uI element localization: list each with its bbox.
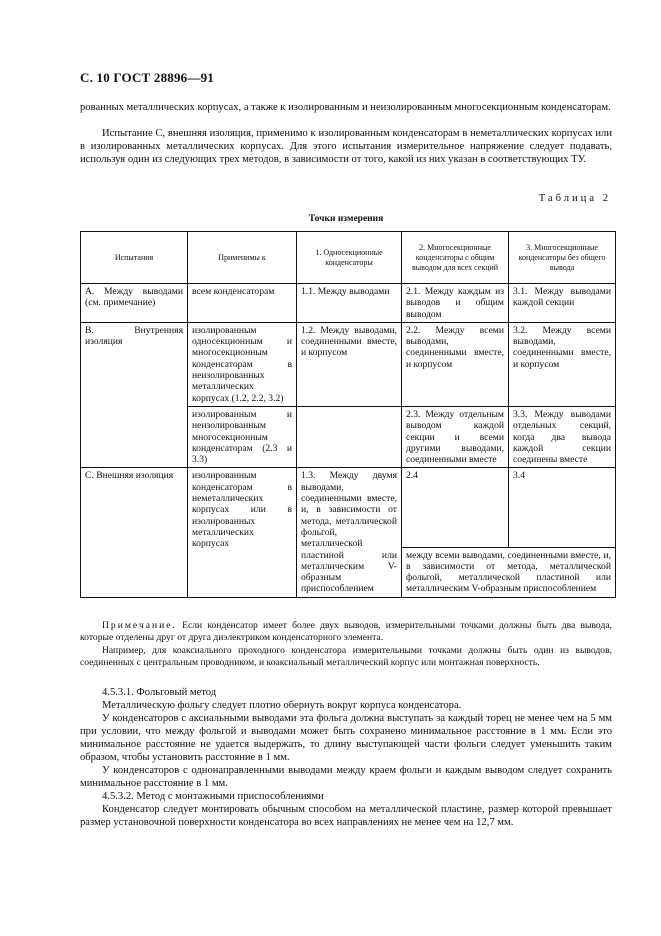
section-paragraph: У конденсаторов с аксиальными выводами эта фольга должна выступать за каждый торец не менее чем на 5 мм при условии, что между фольгой и выводами может быть сохранено минимальное расстояние в 1 мм. Если это минимальное расстояние не удается выдержать, то длину выступающей части фольги следует уменьшить таким образом, чтобы установить расстояние в 1 мм.: [80, 713, 612, 763]
table-cell: 3.3. Между выводами отдельных секций, когда два вывода каждой секции соединены вместе: [509, 406, 616, 467]
table-row: [81, 284, 616, 323]
table-cell: 2.4: [402, 468, 509, 547]
table-cell: 2.3. Между отдельным выводом каждой секции и всеми другими выводами, соединенными вместе: [402, 406, 509, 467]
table-cell: изолированным конденсаторам в неметаллических корпусах или в изолированных металлических корпусах: [188, 468, 297, 597]
section-heading-4532: 4.5.3.2. Метод с монтажными приспособлениями: [102, 791, 324, 802]
table-cell: 2.2. Между всеми выводами, соединенными вместе, и корпусом: [402, 322, 509, 406]
table-cell: 3.2. Между всеми выводами, соединенными вместе, и корпусом: [509, 322, 616, 406]
table-note-2: Например, для коаксиального проходного конденсатора измерительными точками должны быть один из выводов, соединенных с центральным проводником, и коаксиальный металлический корпус или монтажная поверхность.: [80, 645, 612, 668]
note-text: Если конденсатор имеет более двух выводов, измерительными точками должны быть два вывода, которые отделены друг от друга диэлектриком конденсаторного элемента.: [80, 620, 612, 643]
section-paragraph: Металлическую фольгу следует плотно обернуть вокруг корпуса конденсатора.: [102, 700, 462, 711]
header-cell: Испытания: [81, 232, 188, 284]
table-cell: изолированным односекционным и многосекционным конденсаторам в неизолированных металлических корпусах (1.2, 2.2, 3.2): [188, 322, 297, 406]
table-header-row: [81, 232, 616, 284]
table-note-1: [80, 620, 612, 644]
table-cell: 1.3. Между двумя выводами, соединенными вместе, и, в зависимости от метода, металлической фольгой, металлической пластиной или металлическим V-образным приспособлением: [297, 468, 402, 597]
table-title: Точки измерения: [308, 214, 384, 224]
section-paragraph: Конденсатор следует монтировать обычным способом на металлической пластине, размер которой превышает размер установочной поверхности конденсатора во всех направлениях не менее чем на 12,7 мм.: [80, 804, 612, 828]
table-cell: всем конденсаторам: [188, 284, 297, 323]
table-cell-empty: [297, 406, 402, 467]
table-row: [81, 468, 616, 547]
table-cell-merged: между всеми выводами, соединенными вместе, и, в зависимости от метода, металлической фольгой, металлической пластиной или металлическим V-образным приспособлением: [402, 547, 616, 597]
section-paragraph: У конденсаторов с однонаправленными выводами между краем фольги и каждым выводом следует сохранить минимальное расстояние в 1 мм.: [80, 765, 612, 789]
intro-paragraph-2: Испытание С, внешняя изоляция, применимо к изолированным конденсаторам в неметаллических корпусах или в изолированных металлических корпусах. Для этого испытания измерительное напряжение следует подавать, используя один из следующих трех методов, в зависимости от того, какой из них указан в соответствующих ТУ.: [80, 128, 612, 165]
table-row: [81, 322, 616, 406]
table-cell: А. Между выводами (см. примечание): [81, 284, 188, 323]
header-cell: 1. Односекционные конденсаторы: [297, 232, 402, 284]
intro-paragraph-1: рованных металлических корпусах, а также к изолированным и неизолированным многосекционным конденсаторам.: [80, 102, 611, 113]
table-cell: С. Внешняя изоляция: [81, 468, 188, 597]
header-cell: 3. Многосекционные конденсаторы без общего вывода: [509, 232, 616, 284]
table-cell: 3.4: [509, 468, 616, 547]
table-caption: Таблица 2: [538, 193, 611, 204]
note-label: Примечание.: [102, 620, 177, 631]
table-cell: В. Внутренняя изоляция: [81, 322, 188, 468]
page-header: С. 10 ГОСТ 28896—91: [80, 70, 214, 85]
table-cell: 1.1. Между выводами: [297, 284, 402, 323]
header-cell: 2. Многосекционные конденсаторы с общим выводом для всех секций: [402, 232, 509, 284]
measurement-table: [80, 231, 616, 598]
header-cell: Применимы к: [188, 232, 297, 284]
section-heading-4531: 4.5.3.1. Фольговый метод: [102, 687, 217, 698]
table-cell: 1.2. Между выводами, соединенными вместе, и корпусом: [297, 322, 402, 406]
table-cell: 2.1. Между каждым из выводов и общим выводом: [402, 284, 509, 323]
table-cell: изолированным и неизолированным многосекционным конденсаторам (2.3 и 3.3): [188, 406, 297, 467]
table-cell: 3.1. Между выводами каждой секции: [509, 284, 616, 323]
